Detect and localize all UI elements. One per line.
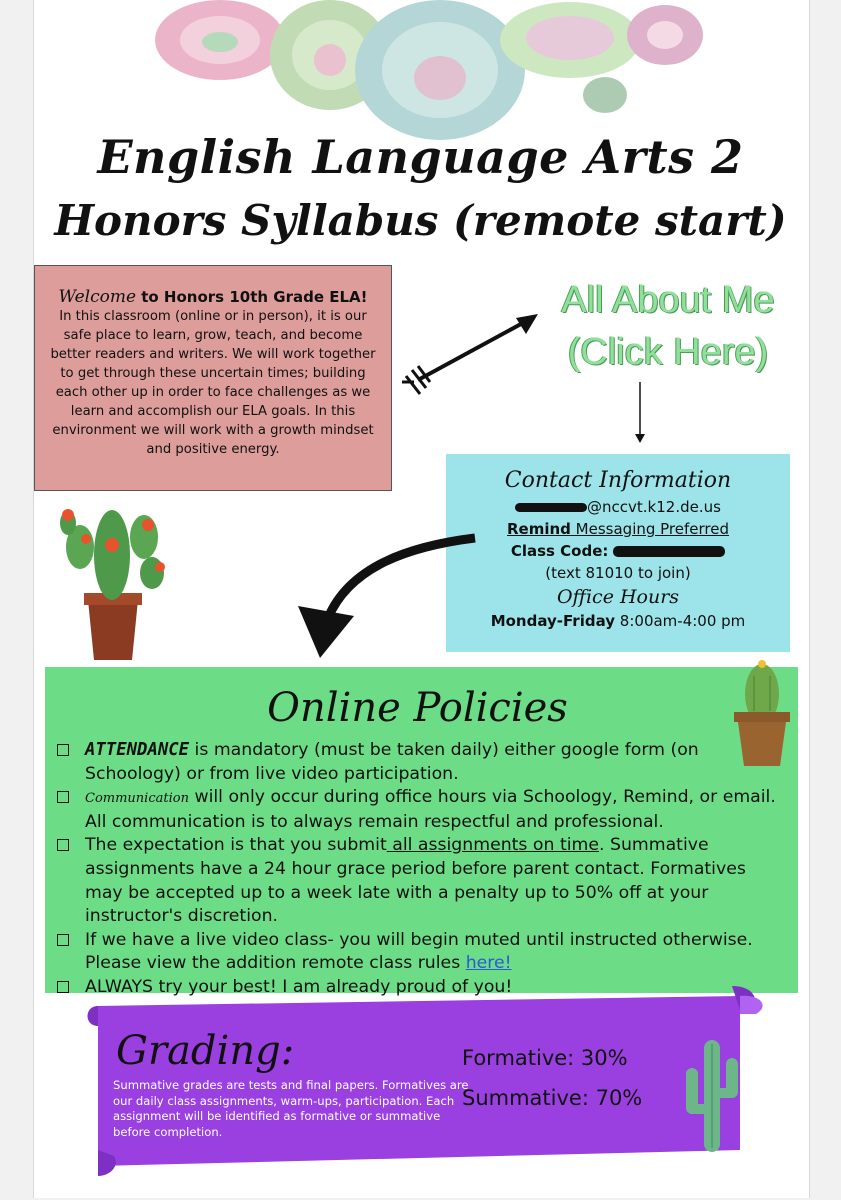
checkbox-icon	[57, 791, 69, 803]
contact-heading: Contact Information	[504, 468, 732, 493]
contact-email-visible: @nccvt.k12.de.us	[587, 498, 721, 516]
redacted-class-code	[613, 546, 725, 557]
redacted-name	[515, 503, 587, 512]
policy-communication-text: will only occur during office hours via Schoology, Remind, or email. All communication is to always remain respectful and professional.	[85, 787, 776, 832]
policy-item-submission	[57, 834, 778, 928]
checkbox-icon	[57, 934, 69, 946]
policy-communication-lead: Communication	[85, 791, 189, 807]
online-policies-box	[45, 667, 798, 997]
formative-percent: Formative: 30%	[462, 1046, 628, 1070]
policy-item-attendance	[57, 739, 778, 786]
policies-list	[57, 739, 778, 1000]
policies-heading: Online Policies	[267, 685, 568, 731]
policy-item-communication	[57, 786, 778, 834]
contact-email	[446, 496, 790, 518]
summative-percent: Summative: 70%	[462, 1086, 643, 1110]
curved-arrow-icon	[290, 526, 480, 661]
office-hours-heading: Office Hours	[556, 586, 680, 608]
checkbox-icon	[57, 981, 69, 993]
potted-cactus-illustration	[732, 656, 792, 768]
class-code-label: Class Code:	[510, 542, 609, 560]
checkbox-icon	[57, 839, 69, 851]
welcome-box	[34, 265, 392, 491]
title-line-1: English Language Arts 2	[97, 130, 744, 184]
welcome-word: Welcome	[58, 287, 137, 307]
policy-submission-post: . Summative assignments have a 24 hour grace period before parent contact. Formatives may be accepted up to a week late with a penalty up to 50% off at your instructor's discretion.	[85, 835, 746, 927]
down-arrow-icon	[632, 382, 648, 444]
policy-attendance-text: is mandatory (must be taken daily) either google form (on Schoology) or from live video participation.	[85, 740, 699, 784]
welcome-body: In this classroom (online or in person), it is our safe place to learn, grow, teach, and become better readers and writers. We will work together to get through these uncertain times; building each other up in order to face challenges as we learn and accomplish our ELA goals. In this environment we will work with a growth mindset and positive energy.	[50, 309, 376, 457]
title-line-2: Honors Syllabus (remote start)	[54, 196, 787, 245]
remind-line	[446, 518, 790, 540]
grading-heading: Grading:	[116, 1028, 295, 1074]
policy-submission-underlined: all assignments on time	[386, 835, 599, 856]
welcome-heading	[45, 288, 381, 307]
policy-live-video-text: If we have a live video class- you will begin muted until instructed otherwise. Please view the addition remote class rules	[85, 929, 753, 974]
feather-arrow-icon	[398, 308, 543, 398]
welcome-heading-rest: to Honors 10th Grade ELA!	[136, 288, 368, 306]
remind-bold: Remind	[506, 520, 571, 538]
flowering-cactus-illustration	[48, 495, 178, 665]
grading-body: Summative grades are tests and final papers. Formatives are our daily class assignments, warm-ups, participation. Each assignment will be identified as formative or summative before completion.	[113, 1078, 469, 1139]
checkbox-icon	[57, 744, 69, 756]
tall-cactus-illustration	[676, 1030, 746, 1155]
text-join: (text 81010 to join)	[545, 564, 691, 582]
contact-info-box	[446, 454, 790, 652]
all-about-me-line1: All About Me	[561, 279, 775, 321]
all-about-me-link[interactable]	[538, 274, 798, 378]
remind-rest: Messaging Preferred	[570, 520, 729, 538]
office-days: Monday-Friday	[490, 612, 616, 630]
remote-rules-link[interactable]: here!	[465, 953, 512, 974]
all-about-me-line2: (Click Here)	[567, 331, 769, 373]
policy-submission-pre: The expectation is that you submit	[85, 835, 387, 856]
policy-best-text: ALWAYS try your best! I am already proud of you!	[85, 976, 513, 997]
contact-email-domain	[587, 498, 721, 516]
office-times: 8:00am-4:00 pm	[615, 612, 746, 630]
office-hours-line	[446, 610, 790, 632]
policy-item-live-video	[57, 929, 778, 976]
policy-attendance-lead: ATTENDANCE	[85, 740, 190, 760]
class-code-line	[446, 540, 790, 562]
